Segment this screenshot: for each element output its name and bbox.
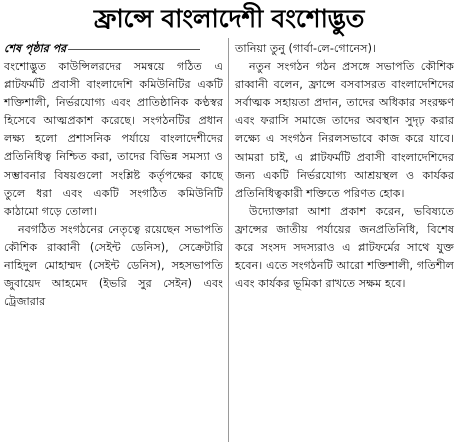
left-paragraph-2: নবগঠিত সংগঠনের নেতৃত্বে রয়েছেন সভাপতি কৌশিক রাব্বানী (সেইন্ট ডেনিস), সেক্রেটারি নাহিদুল মোহাম্মদ (সেইন্ট ডেনিস), সহসভাপতি জুবায়েদ আহমেদ (ইভরি সুর সেইন) এবং ট্রেজারার — [4, 222, 223, 309]
left-column — [4, 40, 223, 311]
right-paragraph-2: নতুন সংগঠন গঠন প্রসঙ্গে সভাপতি কৌশিক রাব্বানী বলেন, ফ্রান্সে বসবাসরত বাংলাদেশিদের সর্বাত্মক সহায়তা প্রদান, তাদের অধিকার সংরক্ষণ এবং ফরাসি সমাজে তাদের অবস্থান সুদৃঢ় করার লক্ষ্যে এ সংগঠন নিরলসভাবে কাজ করে যাবে। আমরা চাই, এ প্লাটফর্মটি প্রবাসী বাংলাদেশিদের জন্য একটি নির্ভরযোগ্য আশ্রয়স্থল ও কার্যকর প্রতিনিধিত্বকারী শক্তিতে পরিণত হোক। — [235, 60, 454, 200]
column-divider — [228, 38, 229, 442]
continued-label — [4, 40, 223, 58]
headline: ফ্রান্সে বাংলাদেশী বংশোদ্ভুত — [93, 4, 365, 33]
right-column — [235, 40, 454, 293]
continued-label-text: শেষ পৃষ্ঠার পর — [4, 42, 67, 55]
continued-rule — [68, 49, 200, 50]
right-paragraph-1: তানিয়া তুনু (গার্বা-লে-গোনেস)। — [235, 42, 376, 55]
right-paragraph-3: উদ্যোক্তারা আশা প্রকাশ করেন, ভবিষ্যতে ফ্রান্সের জাতীয় পর্যায়ের জনপ্রতিনিধি, বিশেষ করে সংসদ সদস্যরাও এ প্লাটফর্মের সাথে যুক্ত হবেন। এতে সংগঠনটি আরো শক্তিশালী, গতিশীল এবং কার্যকর ভূমিকা রাখতে সক্ষম হবে। — [235, 204, 454, 291]
left-paragraph-1: বংশোদ্ভুত কাউন্সিলরদের সমন্বয়ে গঠিত এ প্লাটফর্মটি প্রবাসী বাংলাদেশি কমিউনিটির একটি শক্তিশালী, নির্ভরযোগ্য এবং প্রাতিষ্ঠানিক কণ্ঠস্বর হিসেবে আত্মপ্রকাশ করেছে। সংগঠনটির প্রধান লক্ষ্য হলো প্রশাসনিক পর্যায়ে বাংলাদেশীদের প্রতিনিধিত্ব নিশ্চিত করা, তাদের বিভিন্ন সমস্যা ও সম্ভাবনার বিষয়গুলো সংশ্লিষ্ট কর্তৃপক্ষের কাছে তুলে ধরা এবং একটি সংগঠিত কমিউনিটি কাঠামো গড়ে তোলা। — [4, 60, 223, 218]
